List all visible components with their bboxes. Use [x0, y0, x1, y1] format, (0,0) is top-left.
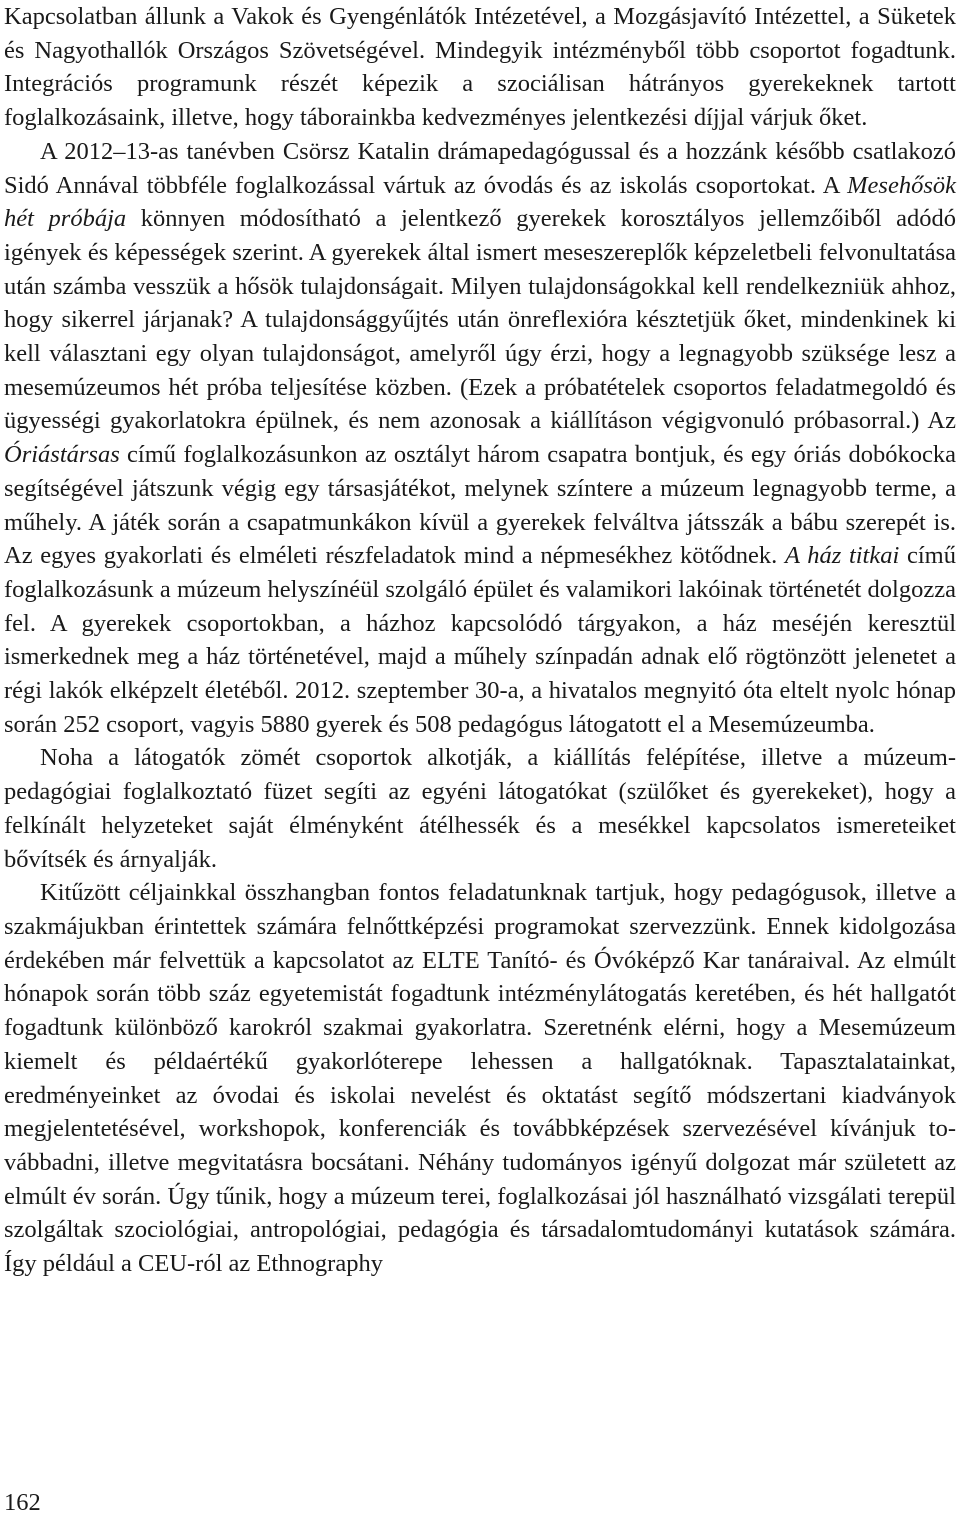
paragraph-2-text-d: című foglalkozásunk a múzeum helyszínéül szolgáló épület és valamikori lakóinak történetét dolgozza fel. A gyerekek csoportokban, a házhoz kapcsolódó tárgyakon, a ház meséjén keresztül ismerkednek meg a ház történetével, majd a műhely színpadán adnak elő rögtönzött jelenetet a régi lakók elképzelt életéből. 2012. szeptember 30-a, a hivatalos megnyitó óta eltelt nyolc hónap során 252 csoport, vagyis 5880 gyerek és 508 pedagógus látogatott el a Mesemúzeumba.: [4, 542, 956, 738]
paragraph-2-text-b: könnyen módosítható a jelentkező gyerekek korosztályos jellemzőiből adódó igények és képességek szerint. A gyerekek által ismert meseszereplők képzeletbeli felvonultatása után számba vesszük a hősök tulajdonságait. Milyen tulajdonságokkal kell rendelkezniük ahhoz, hogy sikerrel járjanak? A tulajdonsággyűjtés után önreflexióra késztetjük őket, mindenkinek ki kell választani egy olyan tulajdonságot, amelyről úgy érzi, hogy a legnagyobb szüksége lesz a mesemúzeumos hét próba teljesítése közben. (Ezek a próbatételek csoportos feladatmegoldó és ügyességi gyakorlatokra épülnek, és nem azonosak a kiállításon végigvonuló próbasorral.) Az: [4, 205, 957, 435]
paragraph-2-text-a: A 2012–13-as tanévben Csörsz Katalin drámapedagógussal és a hozzánk később csatlakozó Sidó Annával többféle foglalkozással vártuk az óvodás és az iskolás csoportokat. A: [4, 137, 956, 199]
paragraph-2-text-c: című foglalkozásunkon az osztályt három csapatra bontjuk, és egy óriás dobókocka segítségével játszunk végig egy társasjátékot, melynek színtere a múzeum legnagyobb terme, a műhely. A játék során a csapatmunkákon kívül a gyerekek felváltva játsszák a bábu szerepét is. Az egyes gyakorlati és elméleti részfeladatok mind a népmesékhez kötődnek.: [4, 441, 956, 570]
paragraph-1: [4, 0, 956, 135]
paragraph-3: [4, 741, 956, 876]
title-mesehosok-het-probaja: Mesehősök hét próbája: [4, 171, 956, 233]
title-oriastarsas: Óriástársas: [4, 441, 120, 469]
paragraph-1-text: Kapcsolatban állunk a Vakok és Gyengénlátók Intézetével, a Mozgásjavító Intézettel, a Süketek és Nagyothallók Országos Szövetségével. Mindegyik intézményből több csoportot fogadtunk. Integrációs programunk részét képezik a szociálisan hátrányos gyerekeknek tartott foglalkozásaink, illetve, hogy táborainkba kedvezményes jelentkezési díjjal várjuk őket.: [4, 3, 956, 132]
title-a-haz-titkai: A ház titkai: [785, 542, 900, 570]
document-page: [4, 0, 956, 1281]
paragraph-2: [4, 135, 956, 742]
paragraph-3-text: Noha a látogatók zömét csoportok alkotják, a kiállítás felépítése, illetve a múzeumpedagógiai foglalkoztató füzet segíti az egyéni látogatókat (szülőket és gyerekeket), hogy a felkínált helyzeteket saját élményként átélhessék és a mesékkel kapcsolatos ismereteiket bővítsék és árnyalják.: [4, 744, 956, 873]
paragraph-4: [4, 876, 956, 1280]
page-number: 162: [4, 1489, 41, 1516]
paragraph-4-text: Kitűzött céljainkkal összhangban fontos feladatunknak tartjuk, hogy pedagógusok, illetve a szakmájukban érintettek számára felnőttképzési programokat szervezzünk. Ennek kidolgozása érdekében már felvettük a kapcsolatot az ELTE Tanító- és Óvóképző Kar tanáraival. Az elmúlt hónapok során több száz egyetemistát fogadtunk intézménylátogatás keretében, és hét hallgatót fogadtunk különböző karokról szakmai gyakorlatra. Szeretnénk elérni, hogy a Mesemúzeum kiemelt és példaértékű gyakorlóterepe lehessen a hallgatóknak. Tapasztalatainkat, eredményeinket az óvodai és iskolai nevelést és oktatást segítő módszertani kiadványok megjelentetésével, workshopok, konferenciák és továbbképzések szervezésével kívánjuk továbbadni, illetve megvitatásra bocsátani. Néhány tudományos igényű dolgozat már született az elmúlt év során. Úgy tűnik, hogy a múzeum terei, foglalkozásai jól használható vizsgálati terepül szolgáltak szociológiai, antropológiai, pedagógia és társadalomtudományi kutatások számára. Így például a CEU-ról az Ethnography: [4, 879, 956, 1278]
